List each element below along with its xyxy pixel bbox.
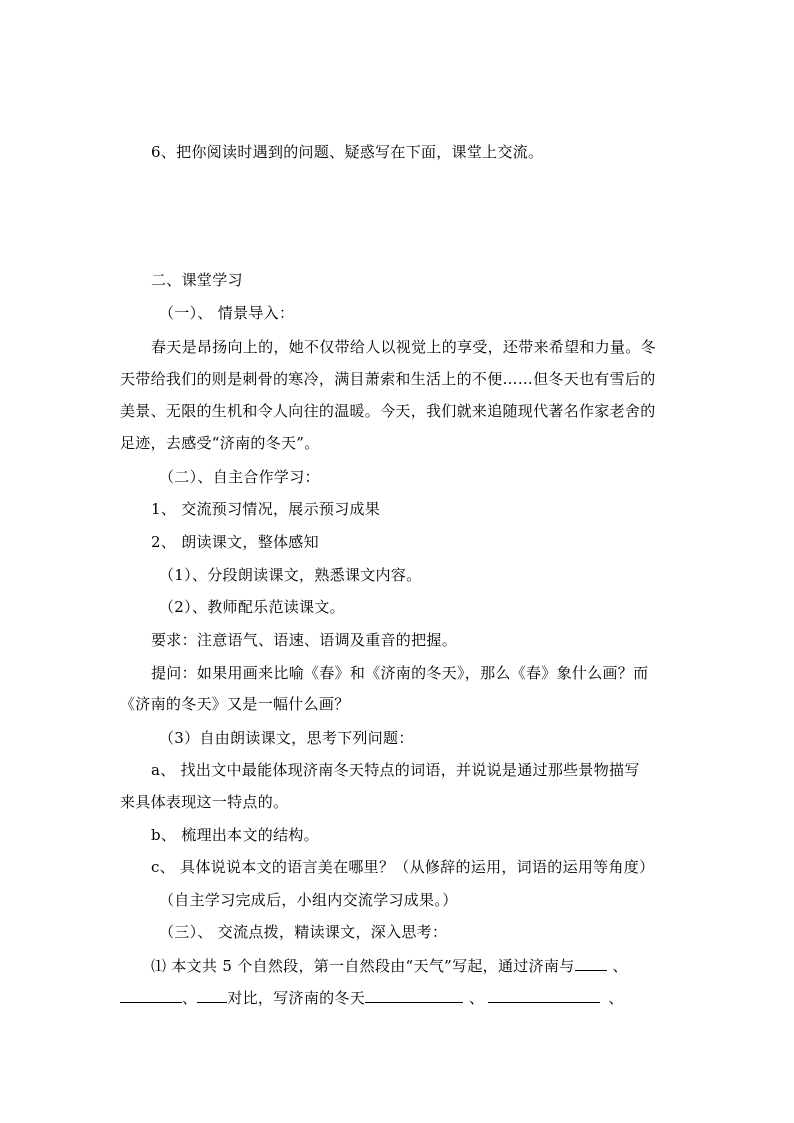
fill-in-line-2 xyxy=(120,988,624,1008)
question-c: c、 具体说说本文的语言美在哪里？（从修辞的运用，词语的运用等角度） xyxy=(151,858,655,876)
separator: 、 xyxy=(182,989,198,1007)
sub-item-2: （2）、教师配乐范读课文。 xyxy=(159,598,345,616)
fill-in-text: 对比，写济南的冬天 xyxy=(227,989,366,1007)
fill-in-blank[interactable] xyxy=(197,988,227,1003)
item-2: 2、 朗读课文，整体感知 xyxy=(151,533,319,551)
part-3-title: （三）、 交流点拨，精读课文，深入思考： xyxy=(159,923,448,941)
study-note: （自主学习完成后，小组内交流学习成果。） xyxy=(159,891,458,909)
requirement: 要求：注意语气、语速、语调及重音的把握。 xyxy=(151,631,458,649)
fill-in-blank[interactable] xyxy=(365,988,463,1003)
separator: 、 xyxy=(469,989,485,1007)
item-1: 1、 交流预习情况，展示预习成果 xyxy=(151,500,381,518)
sub-item-1: （1）、分段朗读课文，熟悉课文内容。 xyxy=(159,566,422,584)
question-a-line-1: a、 找出文中最能体现济南冬天特点的词语，并说说是通过那些景物描写 xyxy=(151,761,640,779)
question-a-line-2: 来具体表现这一特点的。 xyxy=(120,793,289,811)
intro-paragraph-line-4: 足迹，去感受“济南的冬天”。 xyxy=(120,434,320,452)
fill-in-blank[interactable] xyxy=(488,988,600,1003)
part-2-title: （二）、自主合作学习： xyxy=(159,468,320,486)
question-b: b、 梳理出本文的结构。 xyxy=(151,826,319,844)
fill-in-line-1 xyxy=(151,956,628,976)
intro-paragraph-line-3: 美景、无限的生机和令人向往的温暖。今天，我们就来追随现代著名作家老舍的 xyxy=(120,402,656,420)
intro-paragraph-line-1: 春天是昂扬向上的，她不仅带给人以视觉上的享受，还带来希望和力量。冬 xyxy=(151,338,656,356)
fill-in-blank[interactable] xyxy=(575,956,607,971)
section-2-title: 二、课堂学习 xyxy=(151,271,243,289)
question-6: 6、把你阅读时遇到的问题、疑惑写在下面，课堂上交流。 xyxy=(151,143,544,161)
part-1-title: （一）、 情景导入： xyxy=(159,304,295,322)
separator: 、 xyxy=(608,989,624,1007)
fill-in-blank[interactable] xyxy=(120,988,182,1003)
sub-item-3: （3）自由朗读课文，思考下列问题： xyxy=(159,729,414,747)
fill-in-text: ⑴ 本文共 5 个自然段，第一自然段由“天气”写起，通过济南与 xyxy=(151,957,575,975)
question-line-1: 提问：如果用画来比喻《春》和《济南的冬天》，那么《春》象什么画？而 xyxy=(151,664,649,682)
separator: 、 xyxy=(612,957,628,975)
intro-paragraph-line-2: 天带给我们的则是刺骨的寒冷，满目萧索和生活上的不便……但冬天也有雪后的 xyxy=(120,370,656,388)
question-line-2: 《济南的冬天》又是一幅什么画？ xyxy=(120,695,350,713)
